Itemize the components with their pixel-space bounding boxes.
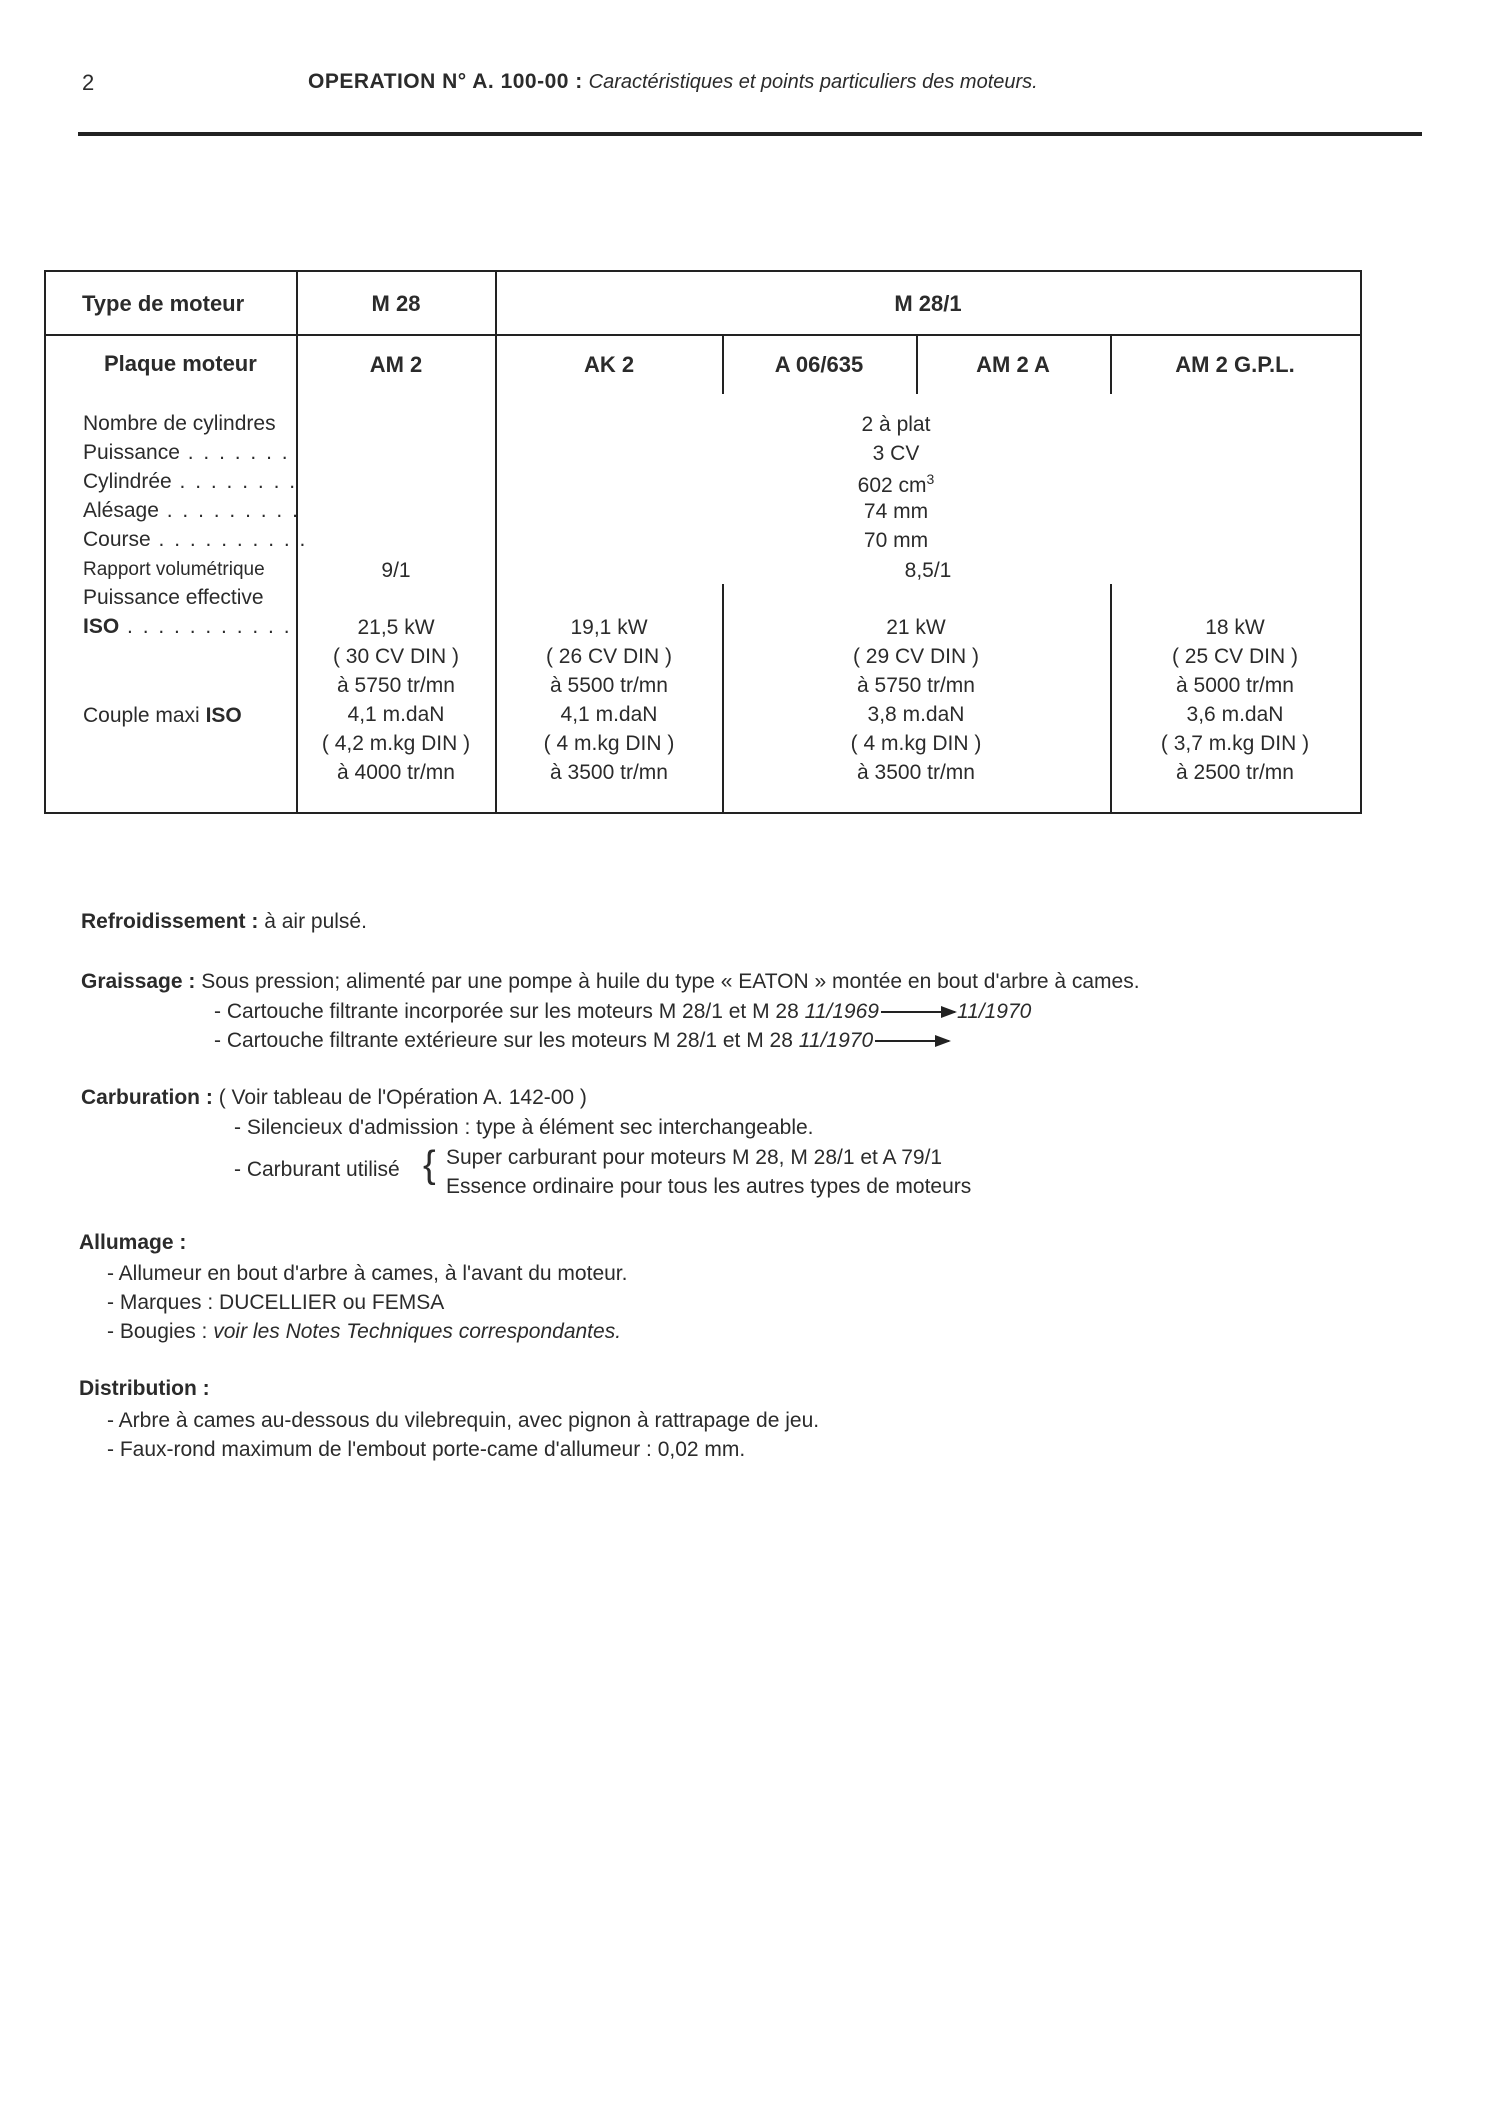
leader-dots: . . . . . . . . . . . [119, 615, 292, 638]
label-alesage-text: Alésage [83, 499, 159, 522]
graissage-line-2 [214, 1029, 951, 1053]
engine-specs-table [44, 270, 1362, 814]
page-subtitle: Caractéristiques et points particuliers des moteurs. [588, 71, 1038, 93]
allumage-item: - Marques : DUCELLIER ou FEMSA [107, 1291, 445, 1314]
plaque-a06-635: A 06/635 [774, 352, 864, 377]
graissage-label: Graissage : [81, 970, 196, 993]
brace-icon: { [423, 1144, 436, 1186]
page-title [308, 70, 1038, 94]
allumage-label [79, 1231, 186, 1255]
allumage-item: - Allumeur en bout d'arbre à cames, à l'avant du moteur. [107, 1262, 628, 1285]
type-m28: M 28 [371, 291, 421, 316]
label-course-text: Course [83, 528, 151, 551]
allumage-item3-italic: voir les Notes Techniques correspondantes. [213, 1320, 622, 1343]
value-couple-din: ( 3,7 m.kg DIN ) [1160, 732, 1310, 755]
graissage-line-2-text: - Cartouche filtrante extérieure sur les moteurs M 28/1 et M 28 [214, 1029, 793, 1052]
label-couple-text: Couple maxi [83, 704, 200, 727]
label-cylindree [83, 470, 297, 494]
value-couple-din: ( 4,2 m.kg DIN ) [321, 732, 471, 755]
value-cylindres: 2 à plat [861, 413, 931, 436]
distribution-item: - Arbre à cames au-dessous du vilebrequin, avec pignon à rattrapage de jeu. [107, 1409, 820, 1432]
value-cylindree-exp: 3 [926, 471, 935, 487]
graissage-line-2-from: 11/1970 [798, 1029, 874, 1052]
value-rapport-m28: 9/1 [381, 559, 411, 582]
value-puissance-rpm: à 5500 tr/mn [550, 674, 668, 697]
leader-dots: . . . . . . . . . [158, 499, 300, 522]
distribution-item: - Faux-rond maximum de l'embout porte-came d'allumeur : 0,02 mm. [107, 1438, 746, 1461]
label-puissance-text: Puissance [83, 441, 180, 464]
value-puissance-iso: 21 kW [886, 616, 946, 639]
graissage-line-1-text: - Cartouche filtrante incorporée sur les moteurs M 28/1 et M 28 [214, 1000, 799, 1023]
graissage-line-1-to: 11/1970 [956, 1000, 1032, 1023]
plaque-am2: AM 2 [369, 352, 423, 377]
value-puissance-iso: 21,5 kW [357, 616, 435, 639]
value-cylindree [496, 471, 1296, 498]
arrow-right-icon [881, 1011, 955, 1013]
label-couple [83, 704, 242, 728]
graissage-text: Sous pression; alimenté par une pompe à huile du type « EATON » montée en bout d'arbre à cames. [201, 970, 1140, 993]
table-row-divider [46, 334, 1360, 336]
plaque-am2a: AM 2 A [976, 352, 1050, 377]
value-alesage: 74 mm [863, 500, 929, 523]
value-puissance-iso: 19,1 kW [570, 616, 648, 639]
value-couple-din: ( 4 m.kg DIN ) [850, 732, 982, 755]
label-iso [83, 615, 292, 639]
refroidissement-text: à air pulsé. [264, 910, 367, 933]
type-m28-1: M 28/1 [894, 291, 962, 316]
leader-dots: . . . . . . . . . . [150, 528, 308, 551]
label-couple-iso: ISO [205, 704, 242, 727]
refroidissement [81, 910, 367, 934]
label-cylindree-text: Cylindrée [83, 470, 172, 493]
leader-dots: . . . . . . . [179, 441, 290, 464]
distribution-label-text: Distribution : [79, 1377, 210, 1400]
label-cylindres: Nombre de cylindres [83, 412, 276, 435]
label-rapport: Rapport volumétrique [83, 559, 265, 580]
value-puissance-iso: 18 kW [1205, 616, 1265, 639]
value-puissance-din: ( 29 CV DIN ) [852, 645, 980, 668]
value-rapport-m28-1: 8,5/1 [904, 559, 952, 582]
carburation [81, 1086, 587, 1110]
allumage-label-text: Allumage : [79, 1231, 187, 1254]
plaque-ak2: AK 2 [583, 352, 635, 377]
graissage-line-1 [214, 1000, 1031, 1024]
value-puissance-rpm: à 5750 tr/mn [337, 674, 455, 697]
allumage-item [107, 1320, 621, 1344]
leader-dots: . . . . . . . . [171, 470, 298, 493]
label-puissance [83, 441, 290, 465]
carburation-silencieux: - Silencieux d'admission : type à élément sec interchangeable. [234, 1116, 814, 1139]
plaque-am2-gpl: AM 2 G.P.L. [1175, 352, 1295, 377]
label-course [83, 528, 307, 552]
value-couple-rpm: à 3500 tr/mn [550, 761, 668, 784]
plaque-header: Plaque moteur [104, 351, 257, 376]
value-couple-iso: 3,8 m.daN [867, 703, 965, 726]
value-puissance-din: ( 25 CV DIN ) [1171, 645, 1299, 668]
label-iso-text: ISO [83, 615, 120, 638]
value-puissance-rpm: à 5750 tr/mn [857, 674, 975, 697]
graissage [81, 970, 1140, 994]
type-header: Type de moteur [82, 291, 245, 316]
label-alesage [83, 499, 300, 523]
distribution-label [79, 1377, 210, 1401]
value-couple-din: ( 4 m.kg DIN ) [543, 732, 675, 755]
value-couple-iso: 4,1 m.daN [347, 703, 445, 726]
carburation-text: ( Voir tableau de l'Opération A. 142-00 ) [218, 1086, 587, 1109]
graissage-line-1-from: 11/1969 [804, 1000, 879, 1023]
value-puissance-din: ( 30 CV DIN ) [332, 645, 460, 668]
value-couple-rpm: à 3500 tr/mn [857, 761, 975, 784]
label-puissance-effective: Puissance effective [83, 586, 264, 609]
carburant-1: Super carburant pour moteurs M 28, M 28/1 et A 79/1 [446, 1146, 943, 1169]
carburation-label: Carburation : [81, 1086, 213, 1109]
operation-number: OPERATION N° A. 100-00 : [308, 70, 583, 93]
value-couple-rpm: à 2500 tr/mn [1176, 761, 1294, 784]
value-couple-rpm: à 4000 tr/mn [337, 761, 455, 784]
value-puissance-rpm: à 5000 tr/mn [1176, 674, 1294, 697]
arrow-right-icon [875, 1040, 949, 1042]
value-puissance: 3 CV [872, 442, 920, 465]
allumage-item3-prefix: - Bougies : [107, 1320, 208, 1343]
value-couple-iso: 4,1 m.daN [560, 703, 658, 726]
value-cylindree-text: 602 cm [857, 474, 927, 497]
carburant-label: - Carburant utilisé [234, 1158, 400, 1181]
value-course: 70 mm [863, 529, 929, 552]
value-puissance-din: ( 26 CV DIN ) [545, 645, 673, 668]
carburant-2: Essence ordinaire pour tous les autres types de moteurs [446, 1175, 972, 1198]
header-rule [78, 132, 1422, 136]
value-couple-iso: 3,6 m.daN [1186, 703, 1284, 726]
page-number: 2 [82, 70, 95, 95]
refroidissement-label: Refroidissement : [81, 910, 259, 933]
